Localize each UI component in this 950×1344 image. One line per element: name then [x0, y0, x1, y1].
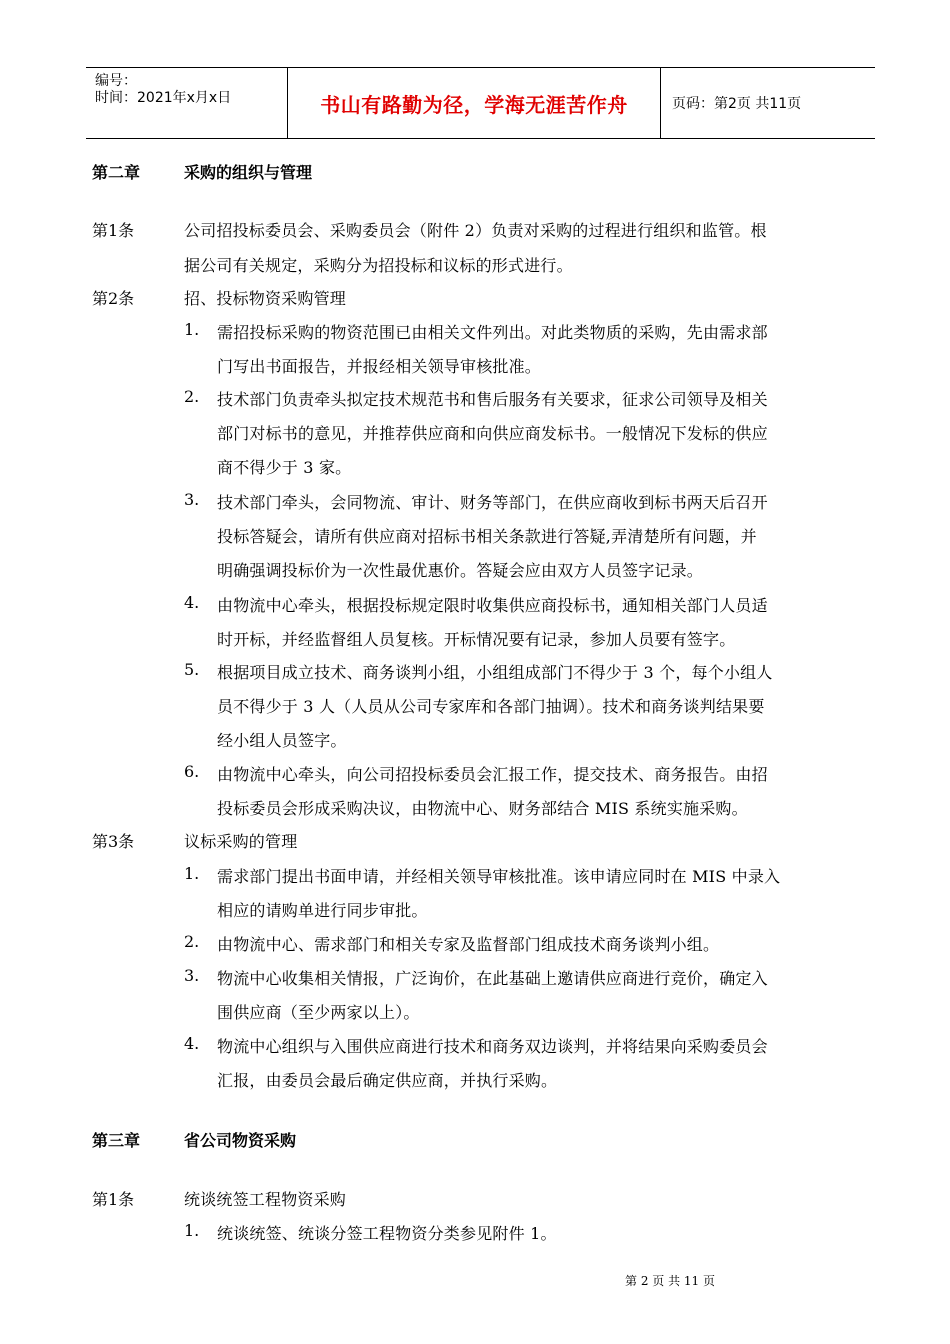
list-item-number: 1.	[184, 864, 200, 883]
list-item-line: 员不得少于 3 人（人员从公司专家库和各部门抽调）。技术和商务谈判结果要	[217, 697, 765, 716]
list-item-line: 部门对标书的意见，并推荐供应商和向供应商发标书。一般情况下发标的供应	[217, 424, 768, 443]
list-item-line: 投标委员会形成采购决议，由物流中心、财务部结合 MIS 系统实施采购。	[217, 799, 748, 818]
list-item-number: 6.	[184, 762, 200, 781]
list-item-number: 1.	[184, 320, 200, 339]
time-label: 时间：2021年x月x日	[95, 90, 232, 106]
list-item-line: 物流中心组织与入围供应商进行技术和商务双边谈判，并将结果向采购委员会	[217, 1037, 768, 1056]
list-item-number: 5.	[184, 660, 200, 679]
chapter-2-title: 采购的组织与管理	[184, 163, 313, 182]
article-2-1-line-1: 公司招投标委员会、采购委员会（附件 2）负责对采购的过程进行组织和监管。根	[184, 221, 767, 240]
list-item-number: 4.	[184, 1034, 200, 1053]
page-footer: 第 2 页 共 11 页	[625, 1274, 715, 1288]
list-item-number: 2.	[184, 932, 200, 951]
serial-label: 编号：	[95, 73, 137, 89]
header-meta-cell	[86, 68, 287, 138]
list-item-line: 物流中心收集相关情报，广泛询价，在此基础上邀请供应商进行竞价，确定入	[217, 969, 768, 988]
article-2-3-title: 议标采购的管理	[184, 832, 298, 851]
list-item-line: 由物流中心牵头，向公司招投标委员会汇报工作，提交技术、商务报告。由招	[217, 765, 768, 784]
page-header	[86, 67, 875, 139]
list-item-line: 技术部门负责牵头拟定技术规范书和售后服务有关要求，征求公司领导及相关	[217, 390, 768, 409]
article-2-2-title: 招、投标物资采购管理	[184, 289, 347, 308]
article-2-3-number: 第3条	[92, 832, 135, 851]
list-item-number: 3.	[184, 966, 200, 985]
article-3-1-title: 统谈统签工程物资采购	[184, 1190, 347, 1209]
article-3-1-number: 第1条	[92, 1190, 135, 1209]
list-item-line: 需招投标采购的物资范围已由相关文件列出。对此类物质的采购，先由需求部	[217, 323, 768, 342]
list-item-line: 门写出书面报告，并报经相关领导审核批准。	[217, 357, 542, 376]
list-item-line: 相应的请购单进行同步审批。	[217, 901, 428, 920]
motto-text: 书山有路勤为径，学海无涯苦作舟	[320, 92, 628, 117]
list-item-line: 明确强调投标价为一次性最优惠价。答疑会应由双方人员签字记录。	[217, 561, 704, 580]
article-2-2-number: 第2条	[92, 289, 135, 308]
list-item-line: 经小组人员签字。	[217, 731, 347, 750]
list-item-line: 汇报，由委员会最后确定供应商，并执行采购。	[217, 1071, 558, 1090]
page-info: 页码：第2页 共11页	[672, 96, 802, 112]
list-item-number: 3.	[184, 490, 200, 509]
list-item-line: 商不得少于 3 家。	[217, 458, 352, 477]
chapter-3-number: 第三章	[92, 1131, 141, 1150]
list-item-line: 时开标，并经监督组人员复核。开标情况要有记录，参加人员要有签字。	[217, 630, 736, 649]
list-item-number: 4.	[184, 593, 200, 612]
header-motto-cell	[287, 68, 661, 138]
article-2-1-number: 第1条	[92, 221, 135, 240]
chapter-2-number: 第二章	[92, 163, 141, 182]
list-item-number: 2.	[184, 387, 200, 406]
list-item-number: 1.	[184, 1221, 200, 1240]
list-item-line: 需求部门提出书面申请，并经相关领导审核批准。该申请应同时在 MIS 中录入	[217, 867, 781, 886]
list-item-line: 技术部门牵头，会同物流、审计、财务等部门，在供应商收到标书两天后召开	[217, 493, 768, 512]
chapter-3-title: 省公司物资采购	[184, 1131, 297, 1150]
list-item-line: 围供应商（至少两家以上）。	[217, 1003, 420, 1022]
list-item-line: 统谈统签、统谈分签工程物资分类参见附件 1。	[217, 1224, 557, 1243]
article-2-1-line-2: 据公司有关规定，采购分为招投标和议标的形式进行。	[184, 256, 573, 275]
list-item-line: 根据项目成立技术、商务谈判小组，小组组成部门不得少于 3 个，每个小组人	[217, 663, 773, 682]
header-page-cell	[661, 68, 875, 138]
list-item-line: 由物流中心牵头，根据投标规定限时收集供应商投标书，通知相关部门人员适	[217, 596, 768, 615]
list-item-line: 投标答疑会，请所有供应商对招标书相关条款进行答疑,弄清楚所有问题，并	[217, 527, 757, 546]
list-item-line: 由物流中心、需求部门和相关专家及监督部门组成技术商务谈判小组。	[217, 935, 720, 954]
